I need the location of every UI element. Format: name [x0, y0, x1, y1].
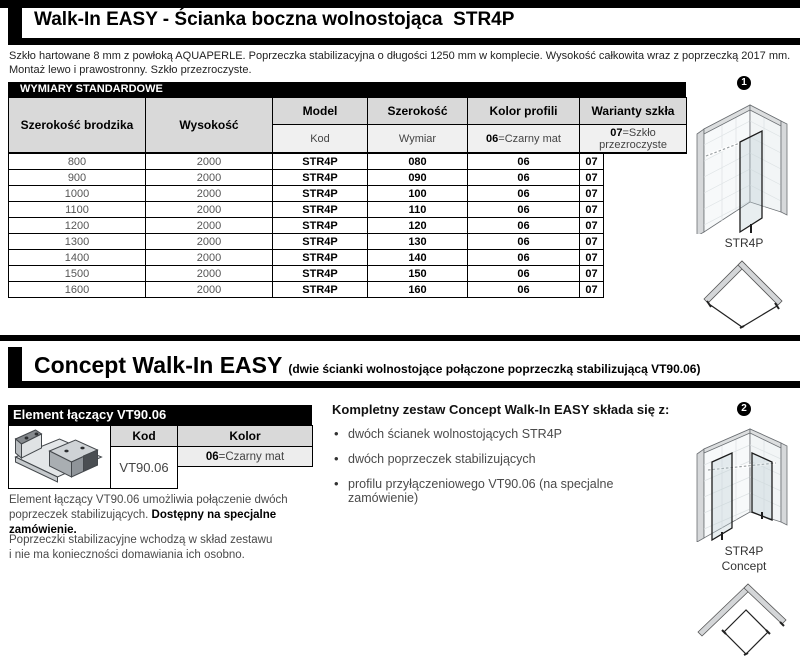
cell-kolor: 06	[468, 250, 580, 266]
cell-model: STR4P	[273, 186, 368, 202]
col-header-szerokosc: Szerokość	[368, 98, 468, 125]
cell-szklo: 07	[580, 186, 604, 202]
col-header-kolor-profili: Kolor profili	[468, 98, 580, 125]
concept-isometric-diagram	[694, 420, 794, 542]
cell-szklo: 07	[580, 202, 604, 218]
cell-kolor: 06	[468, 266, 580, 282]
cell-empty	[604, 234, 687, 250]
cell-wysokosc: 2000	[146, 202, 273, 218]
cell-wysokosc: 2000	[146, 218, 273, 234]
cell-szerokosc-brodzika: 1300	[9, 234, 146, 250]
cell-szerokosc-brodzika: 800	[9, 153, 146, 170]
cell-model: STR4P	[273, 218, 368, 234]
cell-empty	[604, 202, 687, 218]
cell-szklo: 07	[580, 250, 604, 266]
col-header-model: Model	[273, 98, 368, 125]
cell-wymiar: 080	[368, 153, 468, 170]
subheader-wymiar: Wymiar	[368, 125, 468, 154]
section1-left-accent	[8, 8, 22, 45]
cell-empty	[604, 153, 687, 170]
table-row	[9, 282, 687, 298]
crossbar-note	[9, 533, 339, 563]
subheader-szklo: 07=Szkło przezroczyste	[580, 125, 687, 154]
table-row	[9, 234, 687, 250]
kit-list-item: • dwóch poprzeczek stabilizujących	[332, 452, 682, 466]
dimensions-table-body	[9, 153, 687, 298]
cell-kolor: 06	[468, 234, 580, 250]
cell-empty	[604, 250, 687, 266]
kit-contents	[332, 402, 682, 516]
section2-title	[34, 352, 794, 379]
dimensions-table-caption: WYMIARY STANDARDOWE	[8, 82, 686, 97]
cell-empty	[604, 282, 687, 298]
table-row	[9, 202, 687, 218]
connector-kolor-header: Kolor	[177, 425, 313, 447]
cell-szklo: 07	[580, 266, 604, 282]
cell-wymiar: 150	[368, 266, 468, 282]
connector-kod-value: VT90.06	[110, 446, 178, 489]
cell-empty	[604, 218, 687, 234]
table-row	[9, 266, 687, 282]
cell-szerokosc-brodzika: 1000	[9, 186, 146, 202]
cell-kolor: 06	[468, 218, 580, 234]
section1-top-rule	[0, 0, 800, 8]
figure-str4p	[688, 76, 800, 329]
crossbar-note-line-2: i nie ma konieczności domawiania ich osobno.	[9, 549, 245, 561]
cell-model: STR4P	[273, 202, 368, 218]
section1-bottom-rule	[22, 38, 800, 45]
dimensions-table	[8, 97, 687, 298]
cell-szerokosc-brodzika: 1100	[9, 202, 146, 218]
kit-list-item: • dwóch ścianek wolnostojących STR4P	[332, 427, 682, 441]
description-line-2: Montaż lewo i prawostronny. Szkło przezroczyste.	[9, 64, 252, 76]
table-row	[9, 186, 687, 202]
figure1-label: STR4P	[724, 236, 764, 250]
str4p-isometric-diagram	[694, 94, 794, 234]
cell-wysokosc: 2000	[146, 250, 273, 266]
kit-list	[332, 427, 682, 505]
cell-szklo: 07	[580, 170, 604, 186]
cell-wymiar: 100	[368, 186, 468, 202]
cell-kolor: 06	[468, 202, 580, 218]
cell-szklo: 07	[580, 153, 604, 170]
concept-top-view-diagram	[694, 580, 794, 664]
table-row	[9, 170, 687, 186]
subheader-kolor: 06=Czarny mat	[468, 125, 580, 154]
connector-image-cell	[8, 425, 111, 489]
cell-kolor: 06	[468, 282, 580, 298]
section2-left-accent	[8, 347, 22, 388]
figure1-number-badge: 1	[737, 76, 751, 90]
cell-wymiar: 160	[368, 282, 468, 298]
page-title: Walk-In EASY - Ścianka boczna wolnostojąca STR4P	[34, 9, 515, 30]
crossbar-note-line-1: Poprzeczki stabilizacyjne wchodzą w skład zestawu	[9, 534, 273, 546]
cell-szerokosc-brodzika: 1500	[9, 266, 146, 282]
cell-empty	[604, 266, 687, 282]
cell-empty	[604, 186, 687, 202]
figure2-label-line-1: STR4P	[724, 544, 764, 558]
subheader-kod: Kod	[273, 125, 368, 154]
connector-note-regular: Element łączący VT90.06 umożliwia połączenie dwóch poprzeczek stabilizujących.	[9, 494, 288, 521]
cell-szklo: 07	[580, 234, 604, 250]
section2-bottom-rule	[22, 381, 800, 388]
cell-wymiar: 120	[368, 218, 468, 234]
connector-note-bold: Dostępny na specjalne zamówienie.	[9, 509, 277, 536]
connector-bracket-drawing	[9, 426, 110, 488]
table-row	[9, 153, 687, 170]
cell-empty	[604, 170, 687, 186]
col-header-wysokosc: Wysokość	[146, 98, 273, 154]
cell-wysokosc: 2000	[146, 186, 273, 202]
table-row	[9, 218, 687, 234]
kit-heading: Kompletny zestaw Concept Walk-In EASY składa się z:	[332, 402, 670, 417]
cell-kolor: 06	[468, 153, 580, 170]
cell-wysokosc: 2000	[146, 266, 273, 282]
cell-model: STR4P	[273, 170, 368, 186]
section2-subtitle: (dwie ścianki wolnostojące połączone poprzeczką stabilizującą VT90.06)	[288, 362, 701, 376]
cell-wysokosc: 2000	[146, 170, 273, 186]
section2-title-text: Concept Walk-In EASY	[34, 352, 282, 378]
cell-wymiar: 140	[368, 250, 468, 266]
cell-wysokosc: 2000	[146, 153, 273, 170]
cell-szerokosc-brodzika: 1600	[9, 282, 146, 298]
cell-wymiar: 110	[368, 202, 468, 218]
connector-note	[9, 493, 325, 538]
connector-caption: Element łączący VT90.06	[8, 405, 312, 425]
cell-model: STR4P	[273, 153, 368, 170]
figure-str4p-concept	[688, 402, 800, 664]
cell-szklo: 07	[580, 218, 604, 234]
cell-model: STR4P	[273, 282, 368, 298]
kit-list-item: • profilu przyłączeniowego VT90.06 (na specjalne zamówienie)	[332, 477, 682, 505]
description-line-1: Szkło hartowane 8 mm z powłoką AQUAPERLE. Poprzeczka stabilizacyjna o długości 1250 mm w komplecie. Wysokość całkowita wraz z poprzeczką 2017 mm.	[9, 50, 791, 62]
cell-wysokosc: 2000	[146, 282, 273, 298]
table-row	[9, 250, 687, 266]
cell-wymiar: 090	[368, 170, 468, 186]
str4p-top-view-diagram	[698, 257, 790, 329]
col-header-warianty-szkla: Warianty szkła	[580, 98, 687, 125]
cell-model: STR4P	[273, 234, 368, 250]
cell-szerokosc-brodzika: 1400	[9, 250, 146, 266]
connector-kolor-value: 06=Czarny mat	[177, 446, 313, 467]
cell-szerokosc-brodzika: 900	[9, 170, 146, 186]
cell-kolor: 06	[468, 186, 580, 202]
figure2-label	[722, 544, 767, 574]
cell-model: STR4P	[273, 250, 368, 266]
section2-top-rule	[0, 335, 800, 341]
cell-szerokosc-brodzika: 1200	[9, 218, 146, 234]
figure2-label-line-2: Concept	[721, 559, 767, 573]
cell-kolor: 06	[468, 170, 580, 186]
col-header-szerokosc-brodzika: Szerokość brodzika	[9, 98, 146, 154]
cell-szklo: 07	[580, 282, 604, 298]
cell-wymiar: 130	[368, 234, 468, 250]
connector-kod-header: Kod	[110, 425, 178, 447]
cell-model: STR4P	[273, 266, 368, 282]
cell-wysokosc: 2000	[146, 234, 273, 250]
figure2-number-badge: 2	[737, 402, 751, 416]
product-description	[9, 49, 797, 77]
